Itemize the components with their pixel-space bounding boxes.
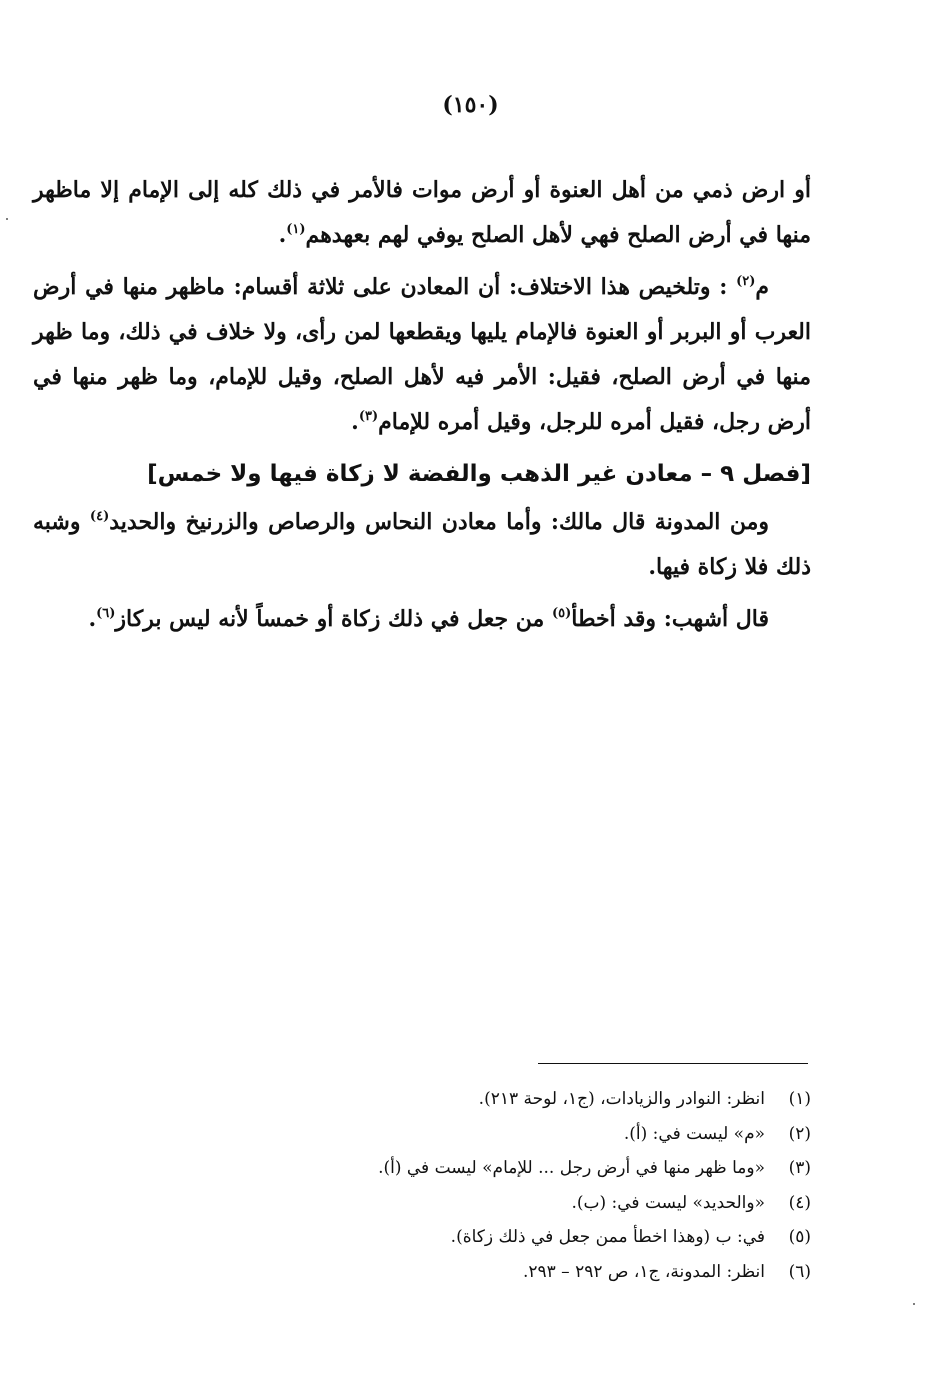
paragraph-4 — [33, 597, 811, 642]
paragraph-2-start: م — [755, 274, 769, 300]
footnote-text: «وما ظهر منها في أرض رجل ... للإمام» ليست في (أ). — [378, 1158, 765, 1178]
footnote-ref-3[interactable]: (٣) — [358, 408, 379, 424]
paragraph-2-end: . — [351, 409, 359, 435]
footnote-number: (٦) — [788, 1261, 811, 1282]
paragraph-3 — [33, 500, 811, 590]
footnote-item — [291, 1220, 811, 1255]
footnote-text: انظر: النوادر والزيادات، (ج١، لوحة ٢١٣). — [478, 1089, 765, 1109]
footnote-item — [291, 1151, 811, 1186]
scan-speck — [913, 1303, 915, 1305]
footnote-number: (٢) — [788, 1123, 811, 1144]
footnote-number: (٥) — [788, 1227, 811, 1247]
scan-speck — [6, 218, 8, 220]
footnote-item — [291, 1117, 811, 1152]
paragraph-1 — [33, 168, 811, 258]
footnote-item — [291, 1186, 811, 1221]
main-text-body — [33, 168, 811, 649]
footnote-ref-4[interactable]: (٤) — [89, 508, 110, 524]
footnote-ref-5[interactable]: (٥) — [551, 605, 572, 621]
footnote-ref-2[interactable]: (٢) — [736, 273, 756, 289]
footnotes-list — [291, 1082, 811, 1289]
paragraph-4-text-b: من جعل في ذلك زكاة أو خمساً لأنه ليس بركاز — [115, 606, 552, 632]
footnote-item — [291, 1082, 811, 1117]
paragraph-2 — [33, 265, 811, 445]
paragraph-4-text-a: قال أشهب: وقد أخطأ — [571, 606, 769, 632]
footnote-text: «م» ليست في: (أ). — [623, 1123, 765, 1144]
footnote-text: في: ب (وهذا اخطأ ممن جعل في ذلك زكاة). — [450, 1227, 765, 1247]
footnote-item — [291, 1255, 811, 1290]
paragraph-1-end: . — [278, 222, 287, 248]
footnote-text: انظر: المدونة، ج١، ص ٢٩٢ – ٢٩٣. — [522, 1261, 765, 1282]
page-number: (١٥٠) — [442, 92, 499, 118]
footnote-ref-6[interactable]: (٦) — [96, 605, 116, 621]
footnote-number: (١) — [788, 1089, 811, 1109]
paragraph-4-end: . — [88, 606, 97, 632]
paragraph-1-text: أو ارض ذمي من أهل العنوة أو أرض موات فالأمر في ذلك كله إلى الإمام إلا ماظهر منها في أرض الصلح فهي لأهل الصلح يوفي لهم بعهدهم — [33, 177, 811, 248]
footnote-number: (٤) — [788, 1192, 811, 1213]
paragraph-2-text: : وتلخيص هذا الاختلاف: أن المعادن على ثلاثة أقسام: ماظهر منها في أرض العرب أو البربر أو العنوة فالإمام يليها ويقطعها لمن رأى، ولا خلاف في ذلك، وما ظهر منها في أرض الصلح، فقيل: الأمر فيه لأهل الصلح، وقيل للإمام، وما ظهر منها في أرض رجل، فقيل أمره للرجل، وقيل أمره للإمام — [33, 274, 811, 435]
paragraph-3-text-b: وشبه ذلك فلا زكاة فيها. — [33, 509, 811, 580]
paragraph-3-text-a: ومن المدونة قال مالك: وأما معادن النحاس والرصاص والزرنيخ والحديد — [109, 509, 769, 535]
footnote-number: (٣) — [788, 1158, 811, 1178]
footnote-ref-1[interactable]: (١) — [286, 221, 306, 237]
footnote-text: «والحديد» ليست في: (ب). — [571, 1192, 765, 1213]
section-heading: [فصل ٩ – معادن غير الذهب والفضة لا زكاة فيها ولا خمس] — [147, 461, 811, 487]
footnote-separator — [538, 1063, 808, 1064]
